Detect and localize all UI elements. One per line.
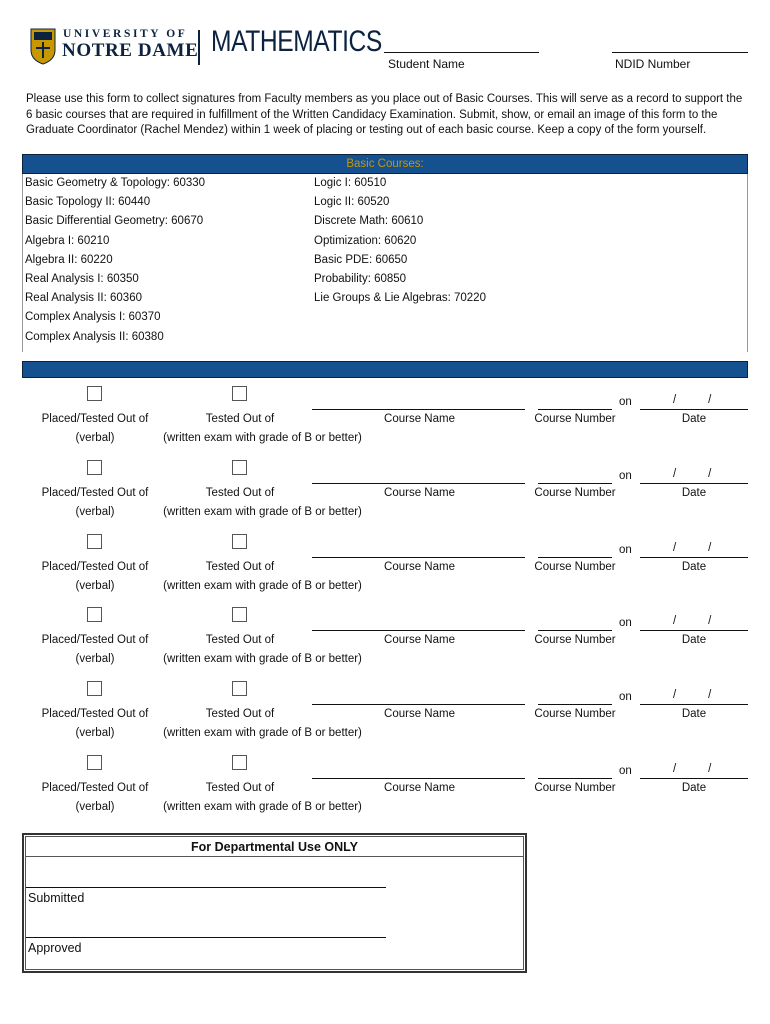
university-name-top: UNIVERSITY OF bbox=[63, 28, 188, 40]
course-item: Basic Geometry & Topology: 60330 bbox=[25, 177, 206, 189]
placed-sublabel: (verbal) bbox=[75, 579, 115, 592]
ndid-number-label: NDID Number bbox=[615, 57, 691, 71]
tested-sublabel: (written exam with grade of B or better) bbox=[163, 579, 362, 592]
course-item: Complex Analysis II: 60380 bbox=[25, 330, 164, 343]
placed-verbal-checkbox[interactable] bbox=[87, 681, 102, 696]
placed-sublabel: (verbal) bbox=[75, 727, 115, 740]
on-label: on bbox=[619, 691, 632, 704]
date-label: Date bbox=[681, 486, 707, 499]
tested-written-checkbox[interactable] bbox=[232, 607, 247, 622]
basic-courses-title: Basic Courses: bbox=[346, 158, 424, 170]
course-item: Real Analysis II: 60360 bbox=[25, 292, 142, 305]
course-item: Logic II: 60520 bbox=[314, 196, 390, 209]
course-item: Basic Differential Geometry: 60670 bbox=[25, 215, 204, 228]
date-slashes: / / bbox=[673, 467, 712, 480]
placement-entry bbox=[0, 460, 770, 530]
placement-entry bbox=[0, 607, 770, 677]
tested-sublabel: (written exam with grade of B or better) bbox=[163, 727, 362, 740]
course-item: Probability: 60850 bbox=[314, 273, 407, 286]
date-field[interactable] bbox=[640, 409, 748, 410]
course-item: Logic I: 60510 bbox=[314, 177, 387, 189]
course-number-label: Course Number bbox=[534, 413, 616, 425]
placed-label: Placed/Tested Out of bbox=[41, 560, 149, 573]
course-name-field[interactable] bbox=[312, 557, 525, 558]
placed-verbal-checkbox[interactable] bbox=[87, 607, 102, 622]
course-name-label: Course Name bbox=[384, 560, 455, 573]
tested-sublabel: (written exam with grade of B or better) bbox=[163, 653, 362, 666]
date-label: Date bbox=[681, 782, 707, 794]
date-label: Date bbox=[681, 708, 707, 721]
tested-sublabel: (written exam with grade of B or better) bbox=[163, 432, 362, 444]
tested-sublabel: (written exam with grade of B or better) bbox=[163, 505, 362, 518]
course-number-field[interactable] bbox=[538, 483, 612, 484]
date-slashes: / / bbox=[673, 615, 712, 628]
submitted-label: Submitted bbox=[28, 891, 85, 905]
basic-courses-list bbox=[22, 174, 748, 352]
placed-sublabel: (verbal) bbox=[75, 432, 115, 444]
departmental-use-box bbox=[22, 833, 527, 973]
placed-sublabel: (verbal) bbox=[75, 653, 115, 666]
placed-label: Placed/Tested Out of bbox=[41, 708, 149, 721]
tested-written-checkbox[interactable] bbox=[232, 460, 247, 475]
ndid-number-field[interactable] bbox=[612, 52, 748, 53]
course-item: Algebra II: 60220 bbox=[25, 253, 113, 266]
tested-label: Tested Out of bbox=[205, 634, 275, 647]
course-item: Discrete Math: 60610 bbox=[314, 215, 424, 228]
date-label: Date bbox=[681, 634, 707, 647]
course-name-field[interactable] bbox=[312, 630, 525, 631]
approved-signature-line[interactable] bbox=[26, 937, 386, 938]
tested-label: Tested Out of bbox=[205, 486, 275, 499]
on-label: on bbox=[619, 543, 632, 556]
on-label: on bbox=[619, 617, 632, 630]
tested-written-checkbox[interactable] bbox=[232, 681, 247, 696]
course-name-field[interactable] bbox=[312, 778, 525, 779]
placed-sublabel: (verbal) bbox=[75, 505, 115, 518]
tested-written-checkbox[interactable] bbox=[232, 534, 247, 549]
tested-written-checkbox[interactable] bbox=[232, 386, 247, 401]
course-number-label: Course Number bbox=[534, 560, 616, 573]
placed-label: Placed/Tested Out of bbox=[41, 782, 149, 794]
on-label: on bbox=[619, 469, 632, 482]
departmental-use-title: For Departmental Use ONLY bbox=[26, 837, 523, 857]
notre-dame-crest-icon bbox=[30, 28, 56, 65]
placed-verbal-checkbox[interactable] bbox=[87, 755, 102, 770]
placement-entry bbox=[0, 755, 770, 825]
course-item: Optimization: 60620 bbox=[314, 234, 417, 247]
course-item: Basic PDE: 60650 bbox=[314, 253, 408, 266]
on-label: on bbox=[619, 765, 632, 777]
tested-label: Tested Out of bbox=[205, 560, 275, 573]
header-divider bbox=[198, 30, 200, 65]
university-name: NOTRE DAME bbox=[62, 40, 199, 61]
student-name-label: Student Name bbox=[388, 57, 465, 71]
date-field[interactable] bbox=[640, 630, 748, 631]
tested-label: Tested Out of bbox=[205, 413, 275, 425]
date-label: Date bbox=[681, 560, 707, 573]
course-number-label: Course Number bbox=[534, 634, 616, 647]
date-slashes: / / bbox=[673, 394, 712, 406]
course-name-field[interactable] bbox=[312, 704, 525, 705]
course-list-left bbox=[25, 174, 205, 347]
date-slashes: / / bbox=[673, 763, 712, 775]
placement-entry bbox=[0, 681, 770, 751]
date-field[interactable] bbox=[640, 778, 748, 779]
placed-verbal-checkbox[interactable] bbox=[87, 460, 102, 475]
course-number-field[interactable] bbox=[538, 409, 612, 410]
date-slashes: / / bbox=[673, 541, 712, 554]
student-name-field[interactable] bbox=[384, 52, 539, 53]
course-name-label: Course Name bbox=[384, 413, 455, 425]
tested-label: Tested Out of bbox=[205, 782, 275, 794]
tested-sublabel: (written exam with grade of B or better) bbox=[163, 801, 362, 813]
course-number-field[interactable] bbox=[538, 704, 612, 705]
tested-label: Tested Out of bbox=[205, 708, 275, 721]
approved-label: Approved bbox=[28, 941, 82, 955]
course-name-label: Course Name bbox=[384, 708, 455, 721]
date-label: Date bbox=[681, 413, 707, 425]
course-item: Basic Topology II: 60440 bbox=[25, 196, 151, 209]
placed-sublabel: (verbal) bbox=[75, 801, 115, 813]
course-name-field[interactable] bbox=[312, 409, 525, 410]
course-name-label: Course Name bbox=[384, 486, 455, 499]
date-field[interactable] bbox=[640, 557, 748, 558]
placement-entry bbox=[0, 534, 770, 604]
course-item: Lie Groups & Lie Algebras: 70220 bbox=[314, 292, 486, 305]
course-name-label: Course Name bbox=[384, 634, 455, 647]
date-slashes: / / bbox=[673, 689, 712, 702]
course-number-label: Course Number bbox=[534, 782, 616, 794]
course-number-field[interactable] bbox=[538, 778, 612, 779]
course-name-field[interactable] bbox=[312, 483, 525, 484]
course-item: Real Analysis I: 60350 bbox=[25, 273, 139, 286]
course-list-right bbox=[314, 174, 486, 308]
placed-verbal-checkbox[interactable] bbox=[87, 534, 102, 549]
department-title: MATHEMATICS bbox=[211, 25, 382, 58]
date-field[interactable] bbox=[640, 704, 748, 705]
basic-courses-header bbox=[22, 154, 748, 174]
placed-label: Placed/Tested Out of bbox=[41, 634, 149, 647]
course-item: Complex Analysis I: 60370 bbox=[25, 311, 161, 324]
course-number-field[interactable] bbox=[538, 630, 612, 631]
instructions-paragraph: Please use this form to collect signatures from Faculty members as you place out of Basic Courses. This will serve as a record to support the 6 basic courses that are required in fulfillment of the Written Candidacy Examination. Submit, show, or email an image of this form to the Graduate Coordinator (Rachel Mendez) within 1 week of placing or testing out of each basic course. Keep a copy of the form yourself. bbox=[26, 93, 743, 136]
on-label: on bbox=[619, 396, 632, 408]
course-name-label: Course Name bbox=[384, 782, 455, 794]
date-field[interactable] bbox=[640, 483, 748, 484]
course-item: Algebra I: 60210 bbox=[25, 234, 110, 247]
course-number-label: Course Number bbox=[534, 486, 616, 499]
entries-header-band bbox=[22, 361, 748, 378]
tested-written-checkbox[interactable] bbox=[232, 755, 247, 770]
placed-label: Placed/Tested Out of bbox=[41, 486, 149, 499]
placed-verbal-checkbox[interactable] bbox=[87, 386, 102, 401]
placement-entry bbox=[0, 386, 770, 456]
submitted-signature-line[interactable] bbox=[26, 887, 386, 888]
course-number-field[interactable] bbox=[538, 557, 612, 558]
course-number-label: Course Number bbox=[534, 708, 616, 721]
placed-label: Placed/Tested Out of bbox=[41, 413, 149, 425]
